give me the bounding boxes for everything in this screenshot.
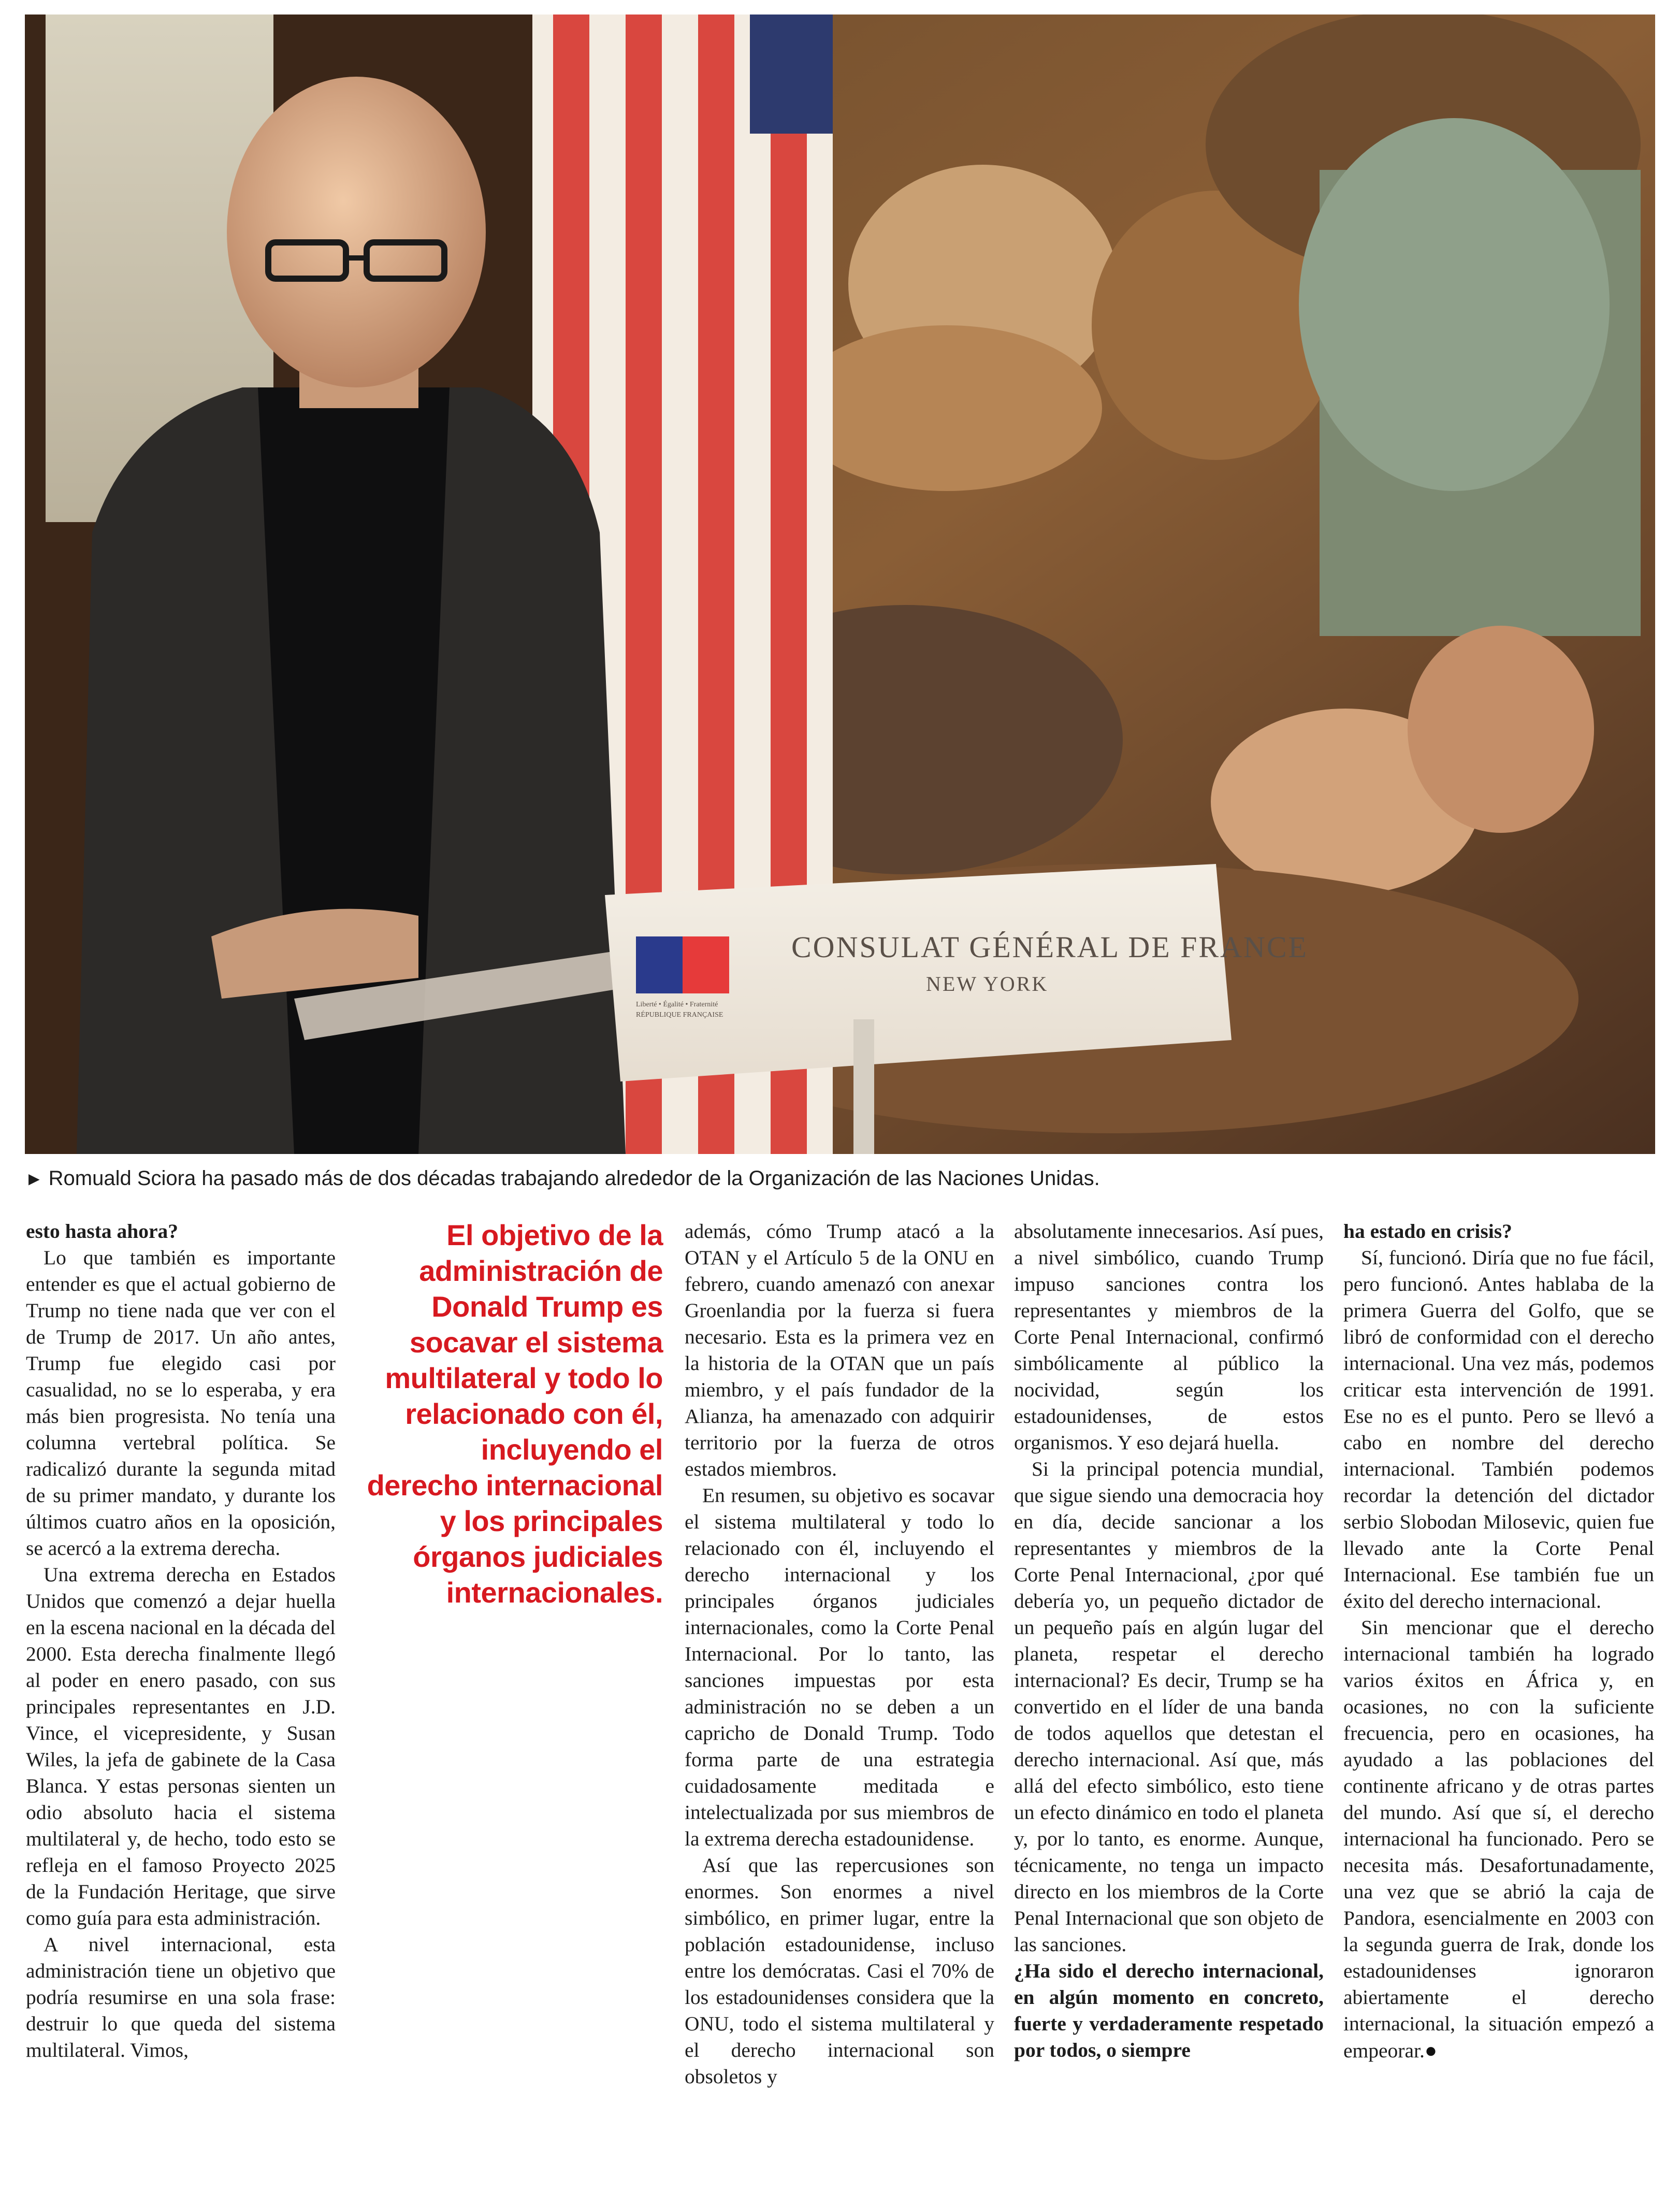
paragraph: Así que las repercusiones son enormes. Son enormes a nivel simbólico, en primer lugar, entre la población estadounidense, incluso entre los demócratas. Casi el 70% de los estadounidenses considera que la ONU, todo el sistema multilateral y el derecho internacional son obsoletos y [685, 1854, 994, 2088]
interview-question: ¿Ha sido el derecho internacional, en algún momento en concreto, fuerte y verdaderamente respetado por todos, o siempre [1014, 1959, 1324, 2061]
paragraph: Lo que también es importante entender es que el actual gobierno de Trump no tiene nada que ver con el de Trump de 2017. Un año antes, Trump fue elegido casi por casualidad, no se lo esperaba, y era más bien progresista. No tenía una columna vertebral política. Se radicalizó durante la segunda mitad de su primer mandato, y durante los últimos cuatro años en la oposición, se acercó a la extrema derecha. [26, 1246, 336, 1560]
emblem-name: RÉPUBLIQUE FRANÇAISE [636, 1011, 723, 1019]
speaker-at-podium-image [25, 15, 1655, 1154]
end-of-article-icon: ● [1424, 2039, 1437, 2062]
pull-quote: El objetivo de la administración de Donald Trump es socavar el sistema multilateral y todo lo relacionado con él, incluyendo el derecho internacional y los principales órganos judiciales internacionales. [367, 1219, 663, 1609]
paragraph: A nivel internacional, esta administración tiene un objetivo que podría resumirse en una sola frase: destruir lo que queda del sistema multilateral. Vimos, [26, 1933, 336, 2061]
paragraph: Sí, funcionó. Diría que no fue fácil, pero funcionó. Antes hablaba de la primera Guerra del Golfo, que se libró de conformidad con el derecho internacional. Una vez más, podemos criticar esta intervención de 1991. Ese no es el punto. Pero se llevó a cabo en nombre del derecho internacional. También podemos recordar la detención del dictador serbio Slobodan Milosevic, quien fue llevado ante la Corte Penal Internacional. Ese también fue un éxito del derecho internacional. [1343, 1246, 1654, 1612]
article-column-5 [1343, 1218, 1654, 2064]
paragraph [1343, 1614, 1654, 2064]
question-end: esto hasta ahora? [26, 1220, 179, 1243]
article-photo [25, 15, 1655, 1154]
placard-subtitle: NEW YORK [926, 972, 1049, 995]
paragraph: Una extrema derecha en Estados Unidos que comenzó a dejar huella en la escena nacional en la década del 2000. Esta derecha finalmente llegó al poder en enero pasado, con sus principales representantes en J.D. Vince, el vicepresidente, y Susan Wiles, la jefa de gabinete de la Casa Blanca. Y estas personas sienten un odio absoluto hacia el sistema multilateral y, de hecho, todo esto se refleja en el famoso Proyecto 2025 de la Fundación Heritage, que sirve como guía para esta administración. [26, 1563, 336, 1929]
paragraph: Si la principal potencia mundial, que sigue siendo una democracia hoy en día, decide sancionar a los representantes y miembros de la Corte Penal Internacional, ¿por qué debería yo, un pequeño dictador de un pequeño país en algún lugar del planeta, respetar el derecho internacional? Es decir, Trump se ha convertido en el líder de una banda de todos aquellos que detestan el derecho internacional. Así que, más allá del efecto simbólico, esto tiene un efecto dinámico en todo el planeta y, por lo tanto, es enorme. Aunque, técnicamente, no tenga un impacto directo en los miembros de la Corte Penal Internacional que son objeto de las sanciones. [1014, 1458, 1324, 1956]
photo-caption [25, 1160, 1655, 1196]
paragraph: absolutamente innecesarios. Así pues, a nivel simbólico, cuando Trump impuso sanciones contra los representantes y miembros de la Corte Penal Internacional, confirmó simbólicamente al público la nocividad, según los estadounidenses, de estos organismos. Y eso dejará huella. [1014, 1220, 1324, 1454]
article-column-4 [1014, 1218, 1324, 2064]
caption-marker-icon: ► [25, 1168, 44, 1189]
paragraph-text: Sin mencionar que el derecho internacional también ha logrado varios éxitos en África y, en ocasiones, no con la suficiente frecuencia, pero en ocasiones, ha ayudado a las poblaciones del continente africano y de otras partes del mundo. Así que sí, el derecho internacional ha funcionado. Pero se necesita más. Desafortunadamente, una vez que se abrió la caja de Pandora, esencialmente en 2003 con la segunda guerra de Irak, donde los estadounidenses ignoraron abiertamente el derecho internacional, la situación empezó a empeorar. [1343, 1616, 1654, 2062]
article-column-3 [685, 1218, 994, 2090]
interview-question-end: ha estado en crisis? [1343, 1220, 1512, 1243]
article-column-1 [26, 1218, 336, 2064]
paragraph: además, cómo Trump atacó a la OTAN y el Artículo 5 de la ONU en febrero, cuando amenazó con anexar Groenlandia por la fuerza si fuera necesario. Esta es la primera vez en la historia de la OTAN que un país miembro, y el país fundador de la Alianza, ha amenazado con adquirir territorio por la fuerza de otros estados miembros. [685, 1220, 994, 1480]
placard-title: CONSULAT GÉNÉRAL DE FRANCE [791, 930, 1308, 964]
emblem-motto: Liberté • Égalité • Fraternité [636, 1001, 718, 1008]
caption-text: Romuald Sciora ha pasado más de dos décadas trabajando alrededor de la Organización de las Naciones Unidas. [48, 1167, 1100, 1190]
paragraph: En resumen, su objetivo es socavar el sistema multilateral y todo lo relacionado con él, incluyendo el derecho internacional y los principales órganos judiciales internacionales, como la Corte Penal Internacional. Por lo tanto, las sanciones impuestas por esta administración no se deben a un capricho de Donald Trump. Todo forma parte de una estrategia cuidadosamente meditada e intelectualizada por sus miembros de la extrema derecha estadounidense. [685, 1484, 994, 1850]
